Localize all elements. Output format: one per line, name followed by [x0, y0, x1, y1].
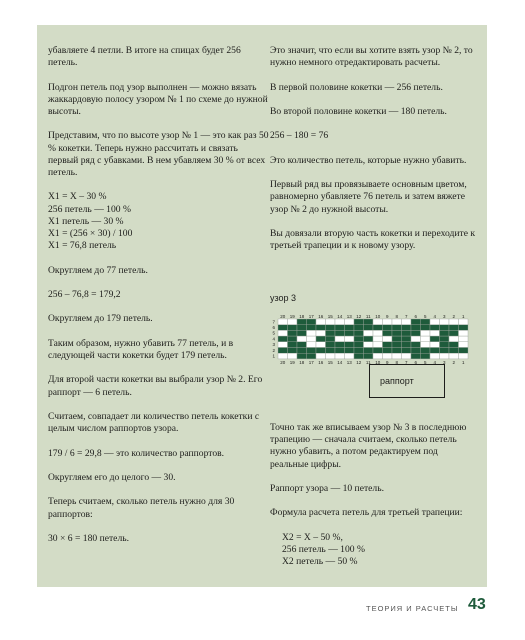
paragraph: Это количество петель, которые нужно убавить. [270, 154, 467, 166]
chart-title: узор 3 [270, 293, 297, 303]
chart-cell-filled [364, 348, 374, 354]
chart-cell-filled [402, 342, 412, 348]
chart-cell-empty [383, 319, 393, 325]
chart-cell-filled [307, 325, 317, 331]
chart-cell-filled [459, 348, 469, 354]
chart-cell-empty [459, 336, 469, 342]
chart-cell-filled [449, 348, 459, 354]
chart-cell-filled [326, 342, 336, 348]
paragraph: Раппорт узора — 10 петель. [270, 483, 384, 494]
chart-cell-empty [288, 353, 298, 359]
formula-line: X2 петель — 50 % [282, 556, 358, 568]
column-number-top: 4 [433, 313, 437, 319]
paragraph: 179 / 6 = 29,8 — это количество раппортов. [48, 447, 225, 459]
chart-cell-filled [335, 348, 345, 354]
chart-cell-empty [440, 319, 450, 325]
chart-cell-filled [345, 342, 355, 348]
chart-cell-filled [354, 342, 364, 348]
paragraph: Теперь считаем, сколько петель нужно для 30 раппортов: [48, 496, 235, 520]
paragraph: Считаем, совпадает ли количество петель кокетки с целым числом раппортов узора. [48, 410, 260, 435]
chart-cell-filled [440, 348, 450, 354]
column-number-bottom: 3 [442, 359, 446, 365]
column-number-bottom: 18 [299, 359, 305, 365]
chart-cell-empty [307, 330, 317, 336]
chart-cell-empty [430, 330, 440, 336]
chart-cell-empty [278, 319, 288, 325]
chart-cell-empty [316, 330, 326, 336]
column-number-bottom: 10 [375, 359, 381, 365]
chart-cell-filled [307, 319, 317, 325]
chart-cell-filled [288, 342, 298, 348]
column-number-top: 12 [356, 313, 362, 319]
column-number-top: 3 [442, 313, 446, 319]
formula-block-x2 [270, 532, 478, 569]
row-number: 4 [272, 336, 275, 342]
column-number-bottom: 9 [385, 359, 389, 365]
chart-cell-filled [383, 330, 393, 336]
chart-cell-filled [307, 353, 317, 359]
chart-cell-empty [278, 342, 288, 348]
column-number-top: 10 [375, 313, 381, 319]
chart-cell-filled [326, 336, 336, 342]
chart-cell-empty [307, 336, 317, 342]
chart-cell-filled [288, 336, 298, 342]
paragraph: 256 – 180 = 76 [270, 130, 329, 142]
chart-cell-filled [364, 353, 374, 359]
row-number: 1 [272, 353, 275, 359]
column-number-top: 8 [395, 313, 399, 319]
column-number-top: 15 [327, 313, 333, 319]
chart-cell-empty [316, 342, 326, 348]
row-number: 6 [272, 324, 275, 330]
paragraph: Округляем его до целого — 30. [48, 471, 176, 483]
chart-cell-filled [402, 336, 412, 342]
chart-cell-empty [373, 353, 383, 359]
paragraph: Для второй части кокетки вы выбрали узор № 2. Его раппорт — 6 петель. [48, 374, 263, 398]
chart-cell-filled [326, 330, 336, 336]
column-number-top: 13 [346, 313, 352, 319]
column-number-top: 2 [452, 313, 456, 319]
chart-cell-filled [354, 319, 364, 325]
column-number-bottom: 7 [404, 359, 408, 365]
column-number-bottom: 13 [346, 359, 352, 365]
chart-cell-empty [430, 319, 440, 325]
column-number-bottom: 20 [280, 359, 286, 365]
chart-cell-filled [440, 325, 450, 331]
chart-cell-filled [354, 348, 364, 354]
chart-cell-filled [411, 353, 421, 359]
column-number-top: 9 [385, 313, 389, 319]
chart-cell-filled [392, 336, 402, 342]
column-number-top: 19 [289, 313, 295, 319]
chart-cell-empty [440, 353, 450, 359]
right-text-column-bottom [270, 422, 478, 568]
chart-cell-filled [411, 325, 421, 331]
chart-cell-empty [345, 353, 355, 359]
column-number-bottom: 16 [318, 359, 324, 365]
chart-cell-empty [335, 319, 345, 325]
chart-cell-filled [288, 330, 298, 336]
chart-cell-filled [345, 330, 355, 336]
chart-cell-filled [402, 330, 412, 336]
chart-cell-filled [411, 348, 421, 354]
chart-cell-filled [278, 336, 288, 342]
chart-cell-filled [440, 342, 450, 348]
column-number-bottom: 17 [308, 359, 314, 365]
chart-cell-empty [307, 342, 317, 348]
column-number-bottom: 11 [365, 359, 371, 365]
chart-cell-empty [430, 353, 440, 359]
chart-cell-empty [383, 353, 393, 359]
formula-line: X1 = X – 30 % [48, 191, 107, 203]
paragraph: Округляем до 179 петель. [48, 313, 153, 325]
chart-cell-filled [278, 325, 288, 331]
chart-cell-empty [373, 342, 383, 348]
chart-cell-filled [459, 325, 469, 331]
chart-cell-filled [316, 348, 326, 354]
chart-cell-empty [459, 342, 469, 348]
chart-cell-empty [430, 342, 440, 348]
chart-cell-empty [373, 330, 383, 336]
paragraph: Во второй половине кокетки — 180 петель. [270, 105, 447, 117]
chart-cell-empty [421, 342, 431, 348]
chart-cell-empty [411, 336, 421, 342]
column-number-bottom: 5 [423, 359, 427, 365]
chart-cell-filled [364, 325, 374, 331]
chart-cell-empty [459, 330, 469, 336]
column-number-bottom: 12 [356, 359, 362, 365]
chart-cell-empty [335, 336, 345, 342]
chart-cell-empty [335, 353, 345, 359]
footer-section-title: ТЕОРИЯ И РАСЧЕТЫ [366, 604, 459, 613]
column-number-top: 1 [461, 313, 465, 319]
column-number-top: 16 [318, 313, 324, 319]
page-number: 43 [468, 596, 486, 613]
column-number-bottom: 15 [327, 359, 333, 365]
chart-cell-filled [326, 348, 336, 354]
chart-cell-empty [421, 336, 431, 342]
chart-cell-filled [430, 336, 440, 342]
chart-cell-filled [430, 348, 440, 354]
formula-block-x1 [48, 191, 270, 252]
chart-cell-empty [402, 353, 412, 359]
rapport-label: раппорт [380, 376, 414, 386]
chart-cell-empty [449, 353, 459, 359]
paragraph: Представим, что по высоте узор № 1 — это как раз 50 % кокетки. Теперь нужно рассчитать и связать первый ряд с убавками. В нем убавляем 30 % от всех петель. [48, 130, 269, 178]
chart-cell-filled [335, 325, 345, 331]
chart-cell-empty [326, 319, 336, 325]
chart-cell-filled [297, 319, 307, 325]
chart-cell-empty [345, 319, 355, 325]
chart-cell-filled [297, 325, 307, 331]
chart-cell-empty [449, 319, 459, 325]
chart-cell-empty [459, 319, 469, 325]
paragraph: убавляете 4 петли. В итоге на спицах будет 256 петель. [48, 45, 241, 69]
chart-cell-filled [440, 330, 450, 336]
paragraph: Подгон петель под узор выполнен — можно вязать жаккардовую полосу узором № 1 по схеме до нужной высоты. [48, 81, 268, 117]
column-number-bottom: 8 [395, 359, 399, 365]
chart-cell-filled [383, 342, 393, 348]
chart-cell-filled [354, 336, 364, 342]
column-number-top: 17 [308, 313, 314, 319]
column-number-top: 20 [280, 313, 286, 319]
chart-cell-filled [411, 319, 421, 325]
chart-cell-filled [316, 325, 326, 331]
column-number-bottom: 6 [414, 359, 418, 365]
chart-cell-filled [411, 330, 421, 336]
paragraph: В первой половине кокетки — 256 петель. [270, 81, 443, 93]
left-text-column [48, 45, 270, 545]
chart-cell-filled [392, 342, 402, 348]
chart-cell-filled [297, 330, 307, 336]
chart-cell-filled [392, 330, 402, 336]
formula-line: X1 = 76,8 петель [48, 240, 117, 252]
chart-cell-filled [402, 348, 412, 354]
chart-cell-filled [345, 325, 355, 331]
chart-cell-filled [335, 342, 345, 348]
paragraph: 256 – 76,8 = 179,2 [48, 288, 121, 300]
chart-cell-empty [326, 353, 336, 359]
chart-cell-filled [411, 342, 421, 348]
chart-cell-filled [421, 325, 431, 331]
chart-cell-filled [392, 325, 402, 331]
chart-cell-filled [421, 319, 431, 325]
chart-cell-filled [307, 348, 317, 354]
chart-cell-empty [392, 353, 402, 359]
chart-cell-filled [297, 342, 307, 348]
chart-cell-empty [373, 336, 383, 342]
paragraph: Округляем до 77 петель. [48, 264, 148, 276]
column-number-top: 18 [299, 313, 305, 319]
column-number-bottom: 2 [452, 359, 456, 365]
chart-cell-filled [383, 348, 393, 354]
chart-cell-filled [421, 353, 431, 359]
formula-line: X1 петель — 30 % [48, 215, 124, 227]
chart-cell-filled [354, 325, 364, 331]
column-number-top: 6 [414, 313, 418, 319]
column-number-bottom: 19 [289, 359, 295, 365]
chart-cell-filled [345, 348, 355, 354]
chart-cell-filled [402, 325, 412, 331]
chart-cell-empty [345, 336, 355, 342]
chart-cell-empty [373, 319, 383, 325]
paragraph: Вы довязали вторую часть кокетки и переходите к третьей трапеции и к новому узору. [270, 227, 476, 252]
chart-cell-filled [373, 348, 383, 354]
row-number: 5 [272, 330, 275, 336]
column-number-top: 11 [365, 313, 371, 319]
chart-cell-empty [364, 342, 374, 348]
chart-cell-empty [316, 353, 326, 359]
column-number-bottom: 1 [461, 359, 465, 365]
column-number-top: 5 [423, 313, 427, 319]
chart-cell-empty [421, 330, 431, 336]
paragraph: 30 × 6 = 180 петель. [48, 532, 129, 544]
column-number-bottom: 4 [433, 359, 437, 365]
chart-cell-empty [449, 336, 459, 342]
chart-cell-filled [383, 325, 393, 331]
paragraph: Это значит, что если вы хотите взять узор № 2, то нужно немного отредактировать расчеты. [270, 45, 473, 69]
chart-cell-filled [364, 319, 374, 325]
column-number-top: 14 [337, 313, 343, 319]
chart-cell-filled [288, 348, 298, 354]
paragraph: Точно так же вписываем узор № 3 в последнюю трапецию — сначала считаем, сколько петель нужно убавить, а потом редактируем под реальные цифры. [270, 422, 467, 470]
chart-cell-filled [364, 336, 374, 342]
column-number-top: 7 [404, 313, 408, 319]
chart-cell-filled [297, 348, 307, 354]
row-number: 3 [272, 342, 275, 348]
chart-cell-empty [383, 336, 393, 342]
paragraph: Первый ряд вы провязываете основным цветом, равномерно убавляете 76 петель и затем вяжете узор № 2 до нужной высоты. [270, 179, 467, 215]
row-number: 7 [272, 319, 275, 325]
chart-cell-empty [402, 319, 412, 325]
chart-cell-empty [278, 353, 288, 359]
chart-cell-filled [278, 348, 288, 354]
chart-cell-filled [449, 325, 459, 331]
chart-cell-empty [316, 319, 326, 325]
right-text-column-top [270, 45, 478, 252]
chart-cell-filled [316, 336, 326, 342]
chart-cell-filled [449, 342, 459, 348]
chart-cell-filled [440, 336, 450, 342]
chart-cell-filled [326, 325, 336, 331]
chart-cell-filled [297, 353, 307, 359]
chart-cell-filled [373, 325, 383, 331]
chart-cell-empty [392, 319, 402, 325]
chart-cell-filled [354, 330, 364, 336]
chart-cell-empty [459, 353, 469, 359]
chart-cell-empty [364, 330, 374, 336]
paragraph: Таким образом, нужно убавить 77 петель, и в следующей части кокетки будет 179 петель. [48, 337, 234, 361]
chart-cell-filled [288, 325, 298, 331]
chart-cell-filled [421, 348, 431, 354]
formula-line: 256 петель — 100 % [48, 203, 131, 215]
knitting-chart [266, 313, 481, 369]
row-number: 2 [272, 347, 275, 353]
formula-line: X1 = (256 × 30) / 100 [48, 228, 133, 239]
chart-cell-empty [278, 330, 288, 336]
chart-cell-filled [354, 353, 364, 359]
chart-cell-filled [430, 325, 440, 331]
chart-cell-filled [335, 330, 345, 336]
chart-cell-empty [297, 336, 307, 342]
chart-cell-filled [392, 348, 402, 354]
formula-line: 256 петель — 100 % [282, 543, 365, 555]
column-number-bottom: 14 [337, 359, 343, 365]
formula-line: X2 = X – 50 %, [282, 531, 343, 543]
paragraph: Формула расчета петель для третьей трапеции: [270, 507, 463, 519]
chart-cell-filled [449, 330, 459, 336]
chart-cell-empty [288, 319, 298, 325]
